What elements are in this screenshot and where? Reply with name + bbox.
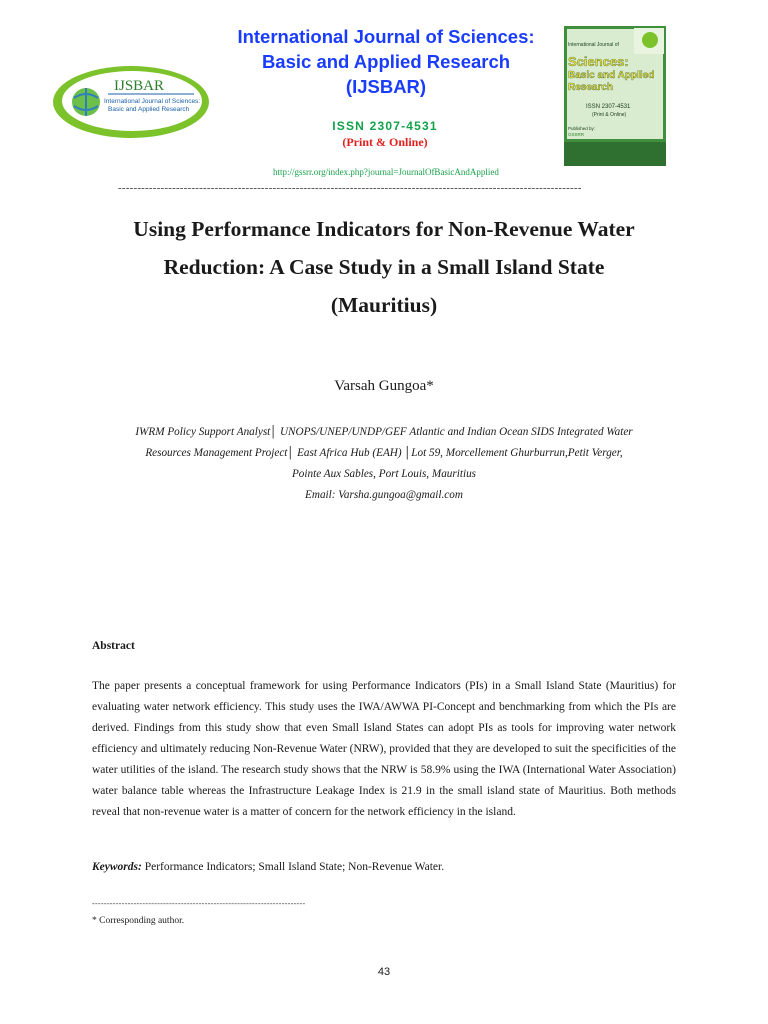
cover-small-title: International Journal of bbox=[568, 42, 619, 48]
journal-logo bbox=[52, 64, 210, 140]
cover-publisher: GSSRR bbox=[568, 132, 585, 137]
keywords-text: Performance Indicators; Small Island State; Non-Revenue Water. bbox=[141, 861, 445, 873]
journal-title-line2: Basic and Applied Research bbox=[261, 51, 511, 72]
footnote-rule: ------------------------------------------------------------------------ bbox=[92, 899, 306, 908]
abstract-heading: Abstract bbox=[92, 640, 135, 652]
page-number: 43 bbox=[377, 966, 391, 978]
header-divider: ------------------------------------------------------------------------------------------------------------------------ bbox=[118, 182, 582, 194]
print-online: (Print & Online) bbox=[342, 135, 428, 149]
abstract-text: The paper presents a conceptual framework for using Performance Indicators (PIs) in a Small Island State (Mauritius) for evaluating water network efficiency. This study uses the IWA/AWWA PI-Concept and benchmarking from which the PIs are derived. Findings from this study show that even Small Island States can adopt PIs as tools for improving water network efficiency and ultimately reducing Non-Revenue Water (NRW), provided that they are developed to suit the specificities of the water utilities of the island. The research study shows that the NRW is 58.9% using the IWA (International Water Association) water balance table whereas the Infrastructure Leakage Index is 21.9 in the small island state of Mauritius. Both methods reveal that non-revenue water is a matter of concern for the network efficiency in the island. bbox=[92, 680, 676, 818]
author-name: Varsah Gungoa* bbox=[334, 378, 434, 394]
keywords bbox=[92, 861, 676, 873]
journal-url[interactable]: http://gssrr.org/index.php?journal=JournalOfBasicAndApplied bbox=[273, 167, 499, 177]
author-email: Email: Varsha.gungoa@gmail.com bbox=[305, 489, 463, 501]
journal-title-line3: (IJSBAR) bbox=[345, 76, 427, 97]
cover-issn: ISSN 2307-4531 bbox=[586, 104, 631, 110]
paper-title-line3: (Mauritius) bbox=[330, 293, 438, 317]
cover-big-title-1: Sciences: bbox=[568, 54, 629, 69]
paper-title bbox=[90, 210, 678, 324]
logo-line2: Basic and Applied Research bbox=[108, 106, 190, 113]
author-affiliation bbox=[84, 422, 684, 506]
cover-big-title-2: Basic and Applied bbox=[568, 70, 655, 81]
affiliation-line1: IWRM Policy Support Analyst│ UNOPS/UNEP/UNDP/GEF Atlantic and Indian Ocean SIDS Integrated Water bbox=[135, 426, 633, 438]
paper-title-line2: Reduction: A Case Study in a Small Island State bbox=[163, 255, 605, 279]
journal-title-line1: International Journal of Sciences: bbox=[237, 26, 535, 47]
affiliation-line2: Resources Management Project│ East Africa Hub (EAH) │Lot 59, Morcellement Ghurburrun,Petit Verger, bbox=[145, 447, 623, 459]
logo-acronym: IJSBAR bbox=[114, 78, 165, 94]
affiliation-line3: Pointe Aux Sables, Port Louis, Mauritius bbox=[291, 468, 477, 480]
journal-cover bbox=[564, 26, 666, 166]
paper-title-line1: Using Performance Indicators for Non-Revenue Water bbox=[133, 217, 635, 241]
logo-line1: International Journal of Sciences: bbox=[104, 98, 201, 105]
cover-published-by: Published by: bbox=[568, 126, 596, 131]
cover-big-title-3: Research bbox=[568, 82, 614, 93]
issn: ISSN 2307-4531 bbox=[332, 119, 438, 133]
cover-print-online: (Print & Online) bbox=[592, 112, 627, 118]
footnote: * Corresponding author. bbox=[92, 916, 185, 926]
journal-title bbox=[210, 24, 562, 99]
keywords-label: Keywords: bbox=[92, 861, 142, 873]
